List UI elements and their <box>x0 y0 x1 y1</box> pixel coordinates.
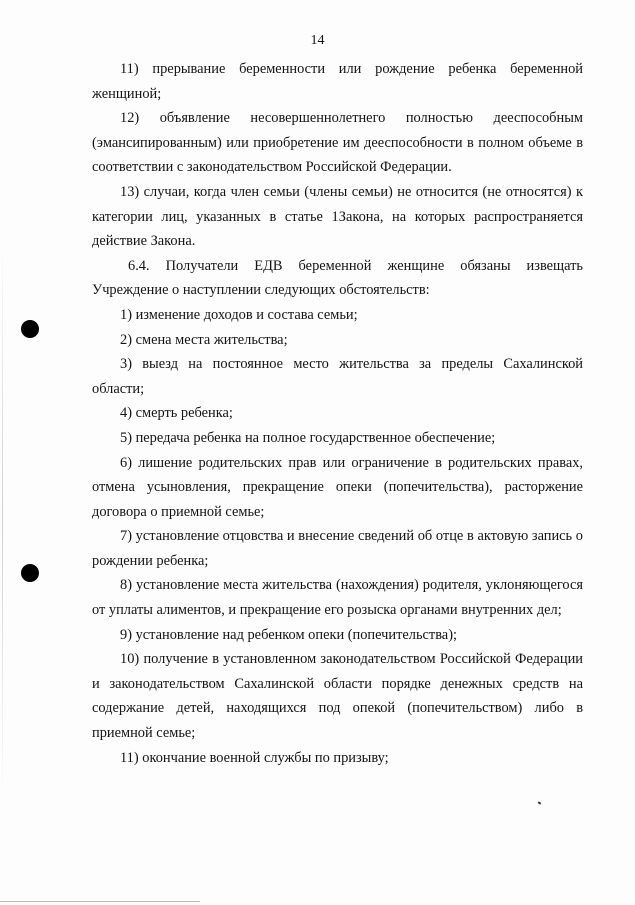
paragraph-item-2-residence: 2) смена места жительства; <box>120 331 288 348</box>
paragraph-item-6-parental-rights: 6) лишение родительских прав или ограничение в родительских правах, отмена усыновления, прекращение опеки (попечительства), расторжение договора о приемной семье; <box>92 454 583 520</box>
paragraph-item-7-paternity: 7) установление отцовства и внесение сведений об отце в актовую запись о рождении ребенка; <box>92 528 583 569</box>
paragraph-item-10-funds: 10) получение в установленном законодательством Российской Федерации и законодательством Сахалинской области порядке денежных средств на содержание детей, находящихся под опекой (попечительством) либо в приемной семье; <box>92 651 583 742</box>
bottom-rule <box>0 901 200 902</box>
paragraph-item-5-state-support: 5) передача ребенка на полное государственное обеспечение; <box>120 429 496 446</box>
paragraph-item-11-military: 11) окончание военной службы по призыву; <box>120 749 389 766</box>
paragraph-item-4-death: 4) смерть ребенка; <box>120 405 233 422</box>
document-body <box>92 57 583 770</box>
paragraph-section-6-4: 6.4. Получатели ЕДВ беременной женщине обязаны извещать Учреждение о наступлении следующих обстоятельств: <box>92 257 583 299</box>
page-number: 14 <box>310 33 325 48</box>
scan-speck <box>538 801 542 804</box>
paragraph-item-8-alimony: 8) установление места жительства (нахождения) родителя, уклоняющегося от уплаты алиментов, и прекращение его розыска органами внутренних дел; <box>92 577 583 619</box>
paragraph-item-9-guardianship: 9) установление над ребенком опеки (попечительства); <box>120 626 457 643</box>
paragraph-item-12-emancipation: 12) объявление несовершеннолетнего полностью дееспособным (эмансипированным) или приобретение им дееспособности в полном объеме в соответствии с законодательством Российской Федерации. <box>92 110 583 176</box>
paragraph-item-11-termination: 11) прерывание беременности или рождение ребенка беременной женщиной; <box>92 61 583 102</box>
paragraph-item-1-income: 1) изменение доходов и состава семьи; <box>120 306 358 323</box>
punch-hole-bottom <box>21 564 39 582</box>
paragraph-item-13-category: 13) случаи, когда член семьи (члены семьи) не относится (не относятся) к категории лиц, указанных в статье 1Закона, на которых распространяется действие Закона. <box>92 183 583 250</box>
paragraph-item-3-departure: 3) выезд на постоянное место жительства за пределы Сахалинской области; <box>92 356 583 397</box>
scan-edge-shadow <box>2 240 3 800</box>
punch-hole-top <box>21 320 39 338</box>
